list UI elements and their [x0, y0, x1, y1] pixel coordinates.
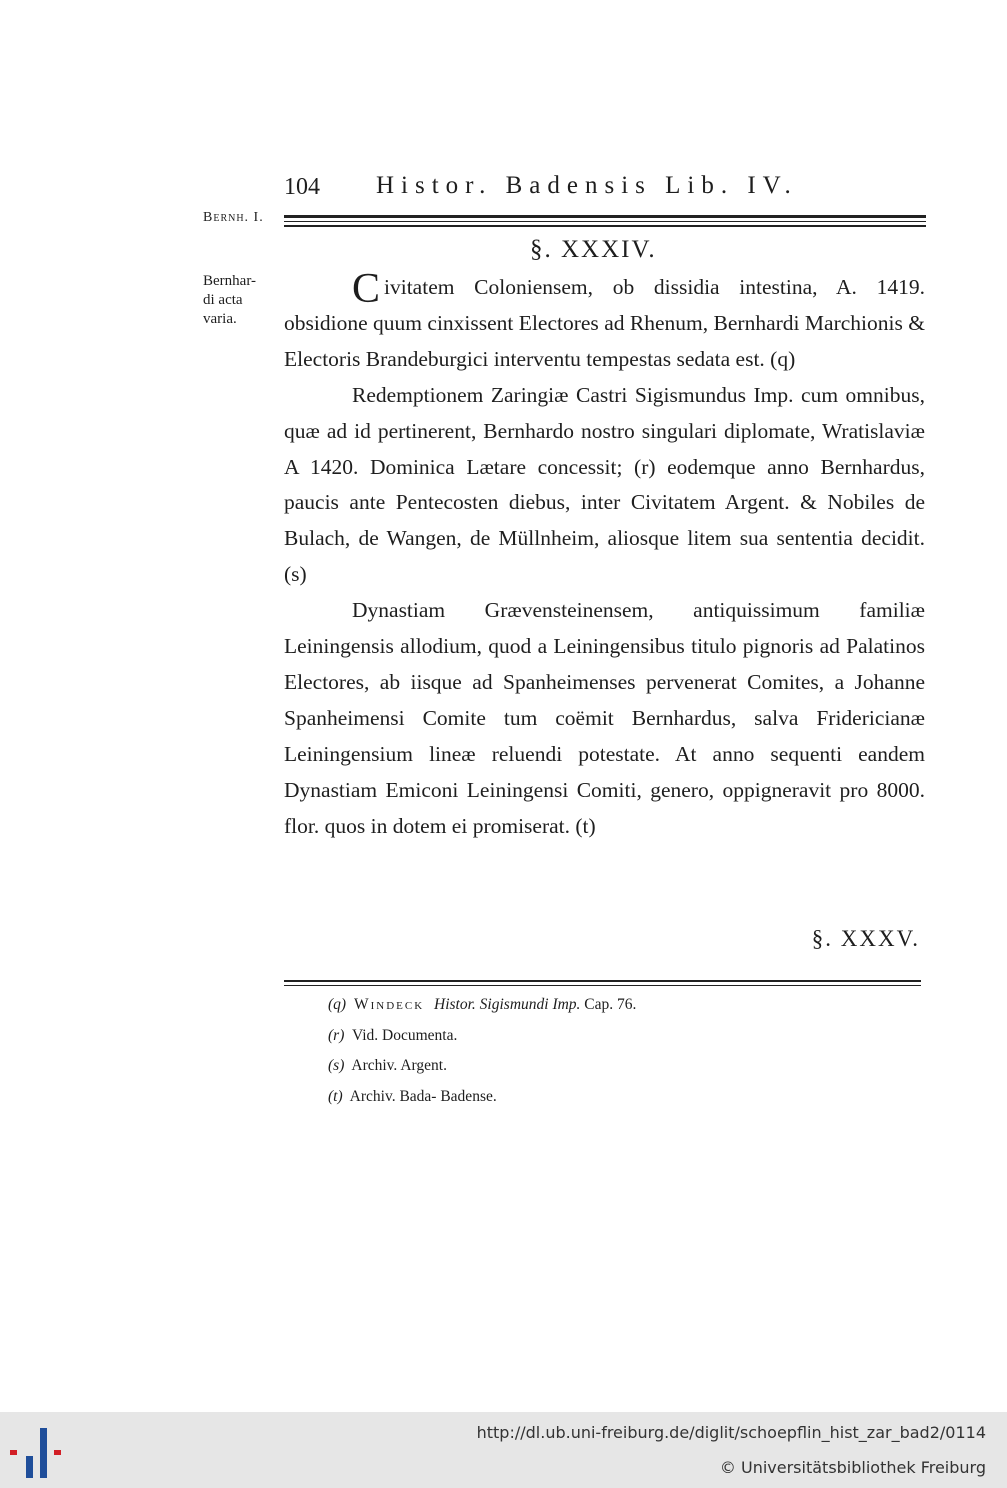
footnote-text: Archiv. Argent. [351, 1057, 447, 1074]
margin-author-tag: Bernh. I. [203, 210, 264, 225]
footnote [328, 1023, 888, 1054]
footnote-text: Archiv. Bada- Badense. [349, 1087, 497, 1105]
sidenote-line: varia. [203, 311, 237, 327]
footnote-rule [284, 985, 921, 986]
section-heading: §. XXXIV. [530, 236, 657, 263]
paragraph: Dynastiam Grævensteinensem, antiquissimum familiæ Leiningensis allodium, quod a Leiningensibus titulo pignoris ad Palatinos Electores, ab iisque ad Spanheimenses pervenerat Comites, a Johanne Spanheimensi Comite tum coëmit Bernhardus, salva Fridericianæ Leiningensium lineæ reluendi potestate. At anno sequenti eandem Dynastiam Emiconi Leiningensi Comiti, genero, oppigneravit pro 8000. flor. quos in dotem ei promiserat. (t) [284, 598, 925, 838]
footnotes [328, 992, 888, 1114]
running-header [284, 172, 924, 206]
header-rule [284, 225, 926, 227]
footnote-label: (r) [328, 1026, 345, 1044]
margin-sidenote [203, 272, 283, 329]
permalink-url[interactable]: http://dl.ub.uni-freiburg.de/diglit/schoepflin_hist_zar_bad2/0114 [476, 1423, 986, 1442]
viewer-footer [0, 1412, 1007, 1488]
sidenote-line: di acta [203, 292, 243, 308]
sidenote-line: Bernhar- [203, 273, 257, 289]
next-section-heading: §. XXXV. [811, 926, 920, 951]
main-text [284, 266, 925, 845]
footnote-text: Vid. Documenta. [351, 1026, 458, 1044]
running-title: Histor. Badensis Lib. IV. [376, 172, 798, 199]
footnote-label: (s) [328, 1057, 345, 1074]
footnote [328, 992, 888, 1023]
footnote-label: (t) [328, 1087, 343, 1105]
footnote-author: Windeck [353, 996, 425, 1013]
header-rule [284, 215, 926, 218]
footnote-rule [284, 980, 921, 982]
footnote [328, 1053, 888, 1084]
footnote-title: Histor. Sigismundi Imp. [434, 996, 581, 1013]
footnote-ref: Cap. 76. [584, 996, 637, 1013]
ub-freiburg-logo-icon [10, 1428, 70, 1478]
footnote [328, 1084, 888, 1115]
copyright-notice: © Universitätsbibliothek Freiburg [719, 1458, 986, 1477]
footnote-label: (q) [328, 996, 347, 1013]
header-rule [284, 221, 926, 222]
page-number: 104 [284, 174, 320, 200]
paragraph: Civitatem Coloniensem, ob dissidia intestina, A. 1419. obsidione quum cinxissent Electores ad Rhenum, Bernhardi Marchionis & Electoris Brandeburgici interventu tempestas sedata est. (q) [284, 266, 925, 371]
paragraph: Redemptionem Zaringiæ Castri Sigismundus Imp. cum omnibus, quæ ad id pertinerent, Bernhardo nostro singulari diplomate, Wratislaviæ A 1420. Dominica Lætare concessit; (r) eodemque anno Bernhardus, paucis ante Pentecosten diebus, inter Civitatem Argent. & Nobiles de Bulach, de Wangen, de Müllnheim, aliosque litem sua sententia decidit. (s) [284, 382, 925, 587]
